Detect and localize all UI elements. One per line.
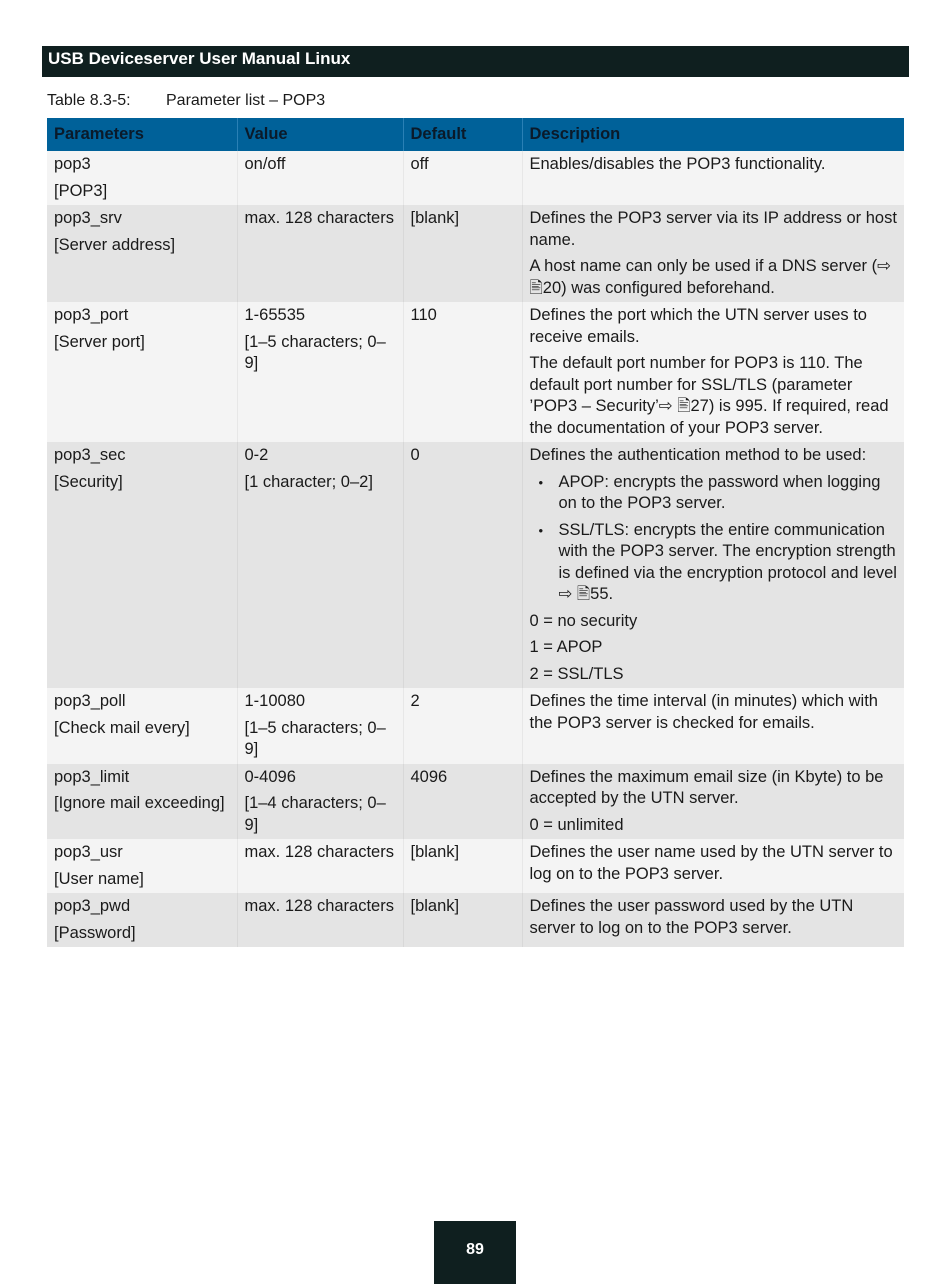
param-name: pop3_poll — [54, 692, 126, 710]
param-label: [Check mail every] — [54, 718, 190, 737]
description-cell — [522, 764, 904, 840]
bullet-item: • APOP: encrypts the password when logging on to the POP3 server. — [559, 472, 898, 515]
value-cell — [237, 893, 403, 947]
value-cell — [237, 839, 403, 893]
description-cell — [522, 151, 904, 205]
description-cell — [522, 688, 904, 764]
header-description: Description — [522, 118, 904, 151]
default-cell: 0 — [403, 442, 522, 688]
table-row — [47, 205, 904, 302]
param-cell — [47, 205, 237, 302]
value-cell — [237, 442, 403, 688]
param-label: [Security] — [54, 472, 123, 491]
param-cell — [47, 688, 237, 764]
header-default: Default — [403, 118, 522, 151]
value-text: on/off — [244, 155, 286, 173]
table-row — [47, 688, 904, 764]
value-text: [1–5 characters; 0–9] — [244, 718, 386, 758]
value-cell — [237, 688, 403, 764]
param-label: [Password] — [54, 923, 136, 942]
value-text: [1 character; 0–2] — [244, 472, 373, 491]
parameter-table — [47, 118, 904, 947]
description-text: Defines the user name used by the UTN server to log on to the POP3 server. — [529, 843, 893, 883]
description-cell — [522, 893, 904, 947]
bullet-item: • SSL/TLS: encrypts the entire communication with the POP3 server. The encryption strength is defined via the encryption protocol and level ⇨ 🖹55. — [559, 520, 898, 606]
param-name: pop3_sec — [54, 446, 126, 464]
value-text: max. 128 characters — [244, 209, 394, 227]
table-caption-number: Table 8.3-5: — [47, 92, 131, 109]
param-cell — [47, 764, 237, 840]
param-label: [Server address] — [54, 235, 176, 254]
page-number-box — [434, 1221, 516, 1284]
description-text: Enables/disables the POP3 functionality. — [529, 155, 826, 173]
param-name: pop3_usr — [54, 843, 123, 861]
description-text: Defines the user password used by the UTN server to log on to the POP3 server. — [529, 897, 854, 937]
table-row — [47, 151, 904, 205]
value-cell — [237, 302, 403, 442]
table-row — [47, 302, 904, 442]
description-text: 0 = no security — [529, 611, 638, 630]
table-caption-title: Parameter list – POP3 — [166, 92, 326, 109]
header-value: Value — [237, 118, 403, 151]
manual-title-bar — [42, 46, 909, 77]
default-cell: 2 — [403, 688, 522, 764]
description-text: Defines the maximum email size (in Kbyte) to be accepted by the UTN server. — [529, 767, 884, 807]
param-cell — [47, 839, 237, 893]
default-cell: [blank] — [403, 205, 522, 302]
description-text: Defines the port which the UTN server uses to receive emails. — [529, 306, 867, 346]
default-cell: [blank] — [403, 893, 522, 947]
description-text: 1 = APOP — [529, 638, 603, 656]
description-cell — [522, 302, 904, 442]
value-text: 1-65535 — [244, 306, 306, 324]
value-cell — [237, 151, 403, 205]
param-label: [POP3] — [54, 181, 108, 200]
param-name: pop3_pwd — [54, 897, 131, 915]
page-number: 89 — [466, 1241, 484, 1258]
default-cell: off — [403, 151, 522, 205]
param-name: pop3_srv — [54, 209, 122, 227]
param-name: pop3 — [54, 155, 91, 173]
description-text: Defines the authentication method to be used: — [529, 446, 867, 464]
param-name: pop3_port — [54, 306, 129, 324]
table-caption — [47, 92, 325, 110]
value-text: [1–5 characters; 0–9] — [244, 332, 386, 372]
description-text: 0 = unlimited — [529, 815, 624, 834]
default-cell: 4096 — [403, 764, 522, 840]
value-text: max. 128 characters — [244, 897, 394, 915]
description-text: 2 = SSL/TLS — [529, 664, 624, 683]
default-cell: 110 — [403, 302, 522, 442]
param-label: [Server port] — [54, 332, 145, 351]
manual-title: USB Deviceserver User Manual Linux — [48, 49, 351, 68]
param-label: [User name] — [54, 869, 144, 888]
value-text: 0-4096 — [244, 767, 296, 786]
header-parameters: Parameters — [47, 118, 237, 151]
value-text: 0-2 — [244, 446, 269, 464]
table-row — [47, 893, 904, 947]
bullet-list — [530, 472, 898, 606]
description-cell — [522, 839, 904, 893]
param-cell — [47, 151, 237, 205]
table-header-row — [47, 118, 904, 151]
description-text: The default port number for POP3 is 110. The default port number for SSL/TLS (parameter ’POP3 – Security’⇨ 🖹27) is 995. If required, read the documentation of your POP3 server. — [529, 354, 889, 437]
param-cell — [47, 442, 237, 688]
value-text: max. 128 characters — [244, 843, 394, 861]
value-text: [1–4 characters; 0–9] — [244, 794, 386, 834]
value-cell — [237, 764, 403, 840]
description-text: A host name can only be used if a DNS server (⇨ 🖹20) was configured beforehand. — [529, 257, 891, 297]
table-row — [47, 839, 904, 893]
description-text: Defines the time interval (in minutes) which with the POP3 server is checked for emails. — [529, 692, 878, 732]
default-cell: [blank] — [403, 839, 522, 893]
description-cell — [522, 442, 904, 688]
value-text: 1-10080 — [244, 692, 306, 710]
value-cell — [237, 205, 403, 302]
description-cell — [522, 205, 904, 302]
table-row — [47, 442, 904, 688]
table-row — [47, 764, 904, 840]
param-cell — [47, 893, 237, 947]
param-cell — [47, 302, 237, 442]
description-text: Defines the POP3 server via its IP address or host name. — [529, 209, 897, 249]
param-name: pop3_limit — [54, 767, 130, 786]
param-label: [Ignore mail exceeding] — [54, 794, 225, 812]
